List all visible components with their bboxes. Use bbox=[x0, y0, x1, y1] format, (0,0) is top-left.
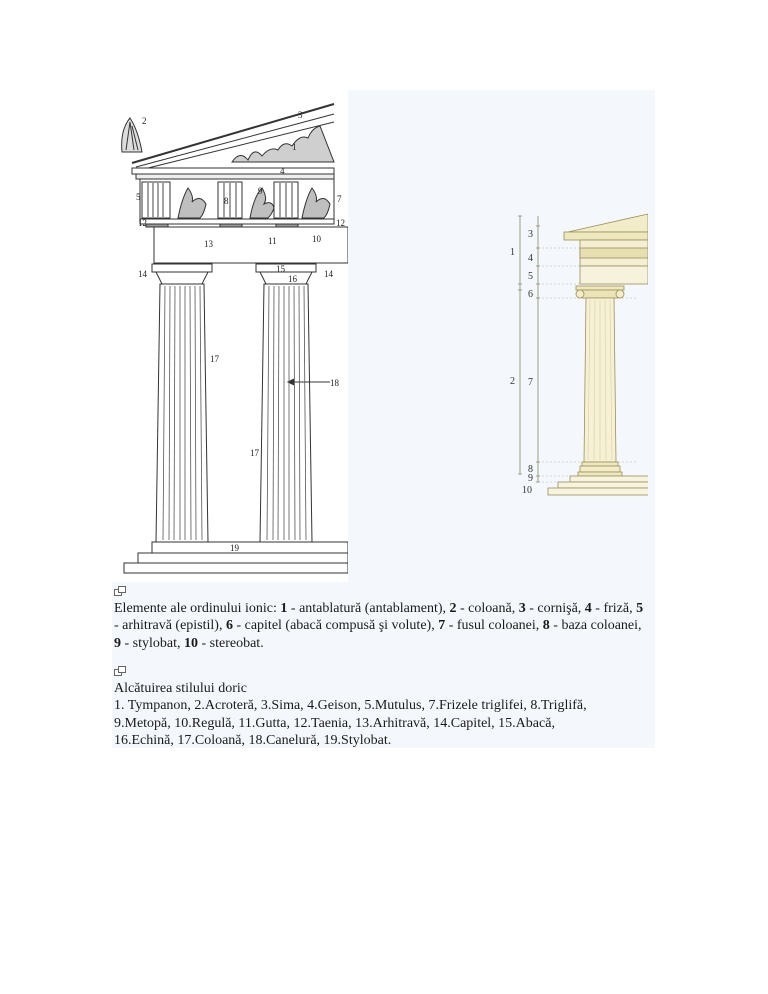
doric-label-7: 7 bbox=[337, 194, 342, 204]
ionic-caption bbox=[114, 600, 644, 652]
doric-label-14-right: 14 bbox=[324, 269, 333, 279]
doric-caption-title: Alcătuirea stilului doric bbox=[114, 681, 247, 696]
doric-order-illustration bbox=[112, 90, 348, 582]
ionic-item-number: 3 bbox=[518, 601, 526, 616]
doric-label-8: 8 bbox=[224, 196, 229, 206]
ionic-item-number: 6 bbox=[225, 618, 233, 634]
doric-label-19: 19 bbox=[230, 543, 239, 553]
ionic-item-number: 7 bbox=[438, 618, 446, 634]
ionic-order-illustration bbox=[498, 210, 648, 502]
doric-label-12-right: 12 bbox=[336, 218, 345, 228]
doric-label-1: 1 bbox=[292, 142, 297, 152]
doric-label-17-b: 17 bbox=[250, 448, 259, 458]
ionic-label-3: 3 bbox=[528, 229, 533, 240]
doric-label-14-left: 14 bbox=[138, 269, 147, 279]
ionic-item-text: - fusul coloanei, bbox=[445, 618, 543, 634]
ionic-item-number: 1 bbox=[280, 601, 288, 616]
doric-label-2: 2 bbox=[142, 116, 147, 126]
doric-label-16: 16 bbox=[288, 274, 297, 284]
ionic-label-1: 1 bbox=[510, 247, 515, 258]
ionic-label-2: 2 bbox=[510, 376, 515, 387]
ionic-item-text: - baza coloanei, bbox=[549, 618, 642, 634]
ionic-caption-intro: Elemente ale ordinului ionic: bbox=[114, 601, 281, 616]
doric-label-12-left: 12 bbox=[138, 218, 147, 228]
doric-caption-line: 1. Tympanon, 2.Acroteră, 3.Sima, 4.Geison, 5.Mutulus, 7.Frizele triglifei, 8.Triglifă, bbox=[114, 698, 587, 714]
ionic-item-text: - friză, bbox=[591, 601, 637, 616]
ionic-label-5: 5 bbox=[528, 271, 533, 282]
doric-label-5: 5 bbox=[136, 192, 141, 202]
ionic-drawing bbox=[498, 210, 648, 502]
ionic-item-text: - cornişă, bbox=[525, 601, 585, 616]
doric-label-18: 18 bbox=[330, 378, 339, 388]
doric-label-11: 11 bbox=[268, 236, 277, 246]
ionic-label-10: 10 bbox=[522, 485, 532, 496]
ionic-item-text: - coloană, bbox=[456, 601, 519, 616]
doric-label-17-a: 17 bbox=[210, 354, 219, 364]
doric-label-15: 15 bbox=[276, 264, 285, 274]
doric-label-3: 3 bbox=[298, 110, 303, 120]
ionic-item-number: 9 bbox=[114, 635, 121, 651]
ionic-label-8: 8 bbox=[528, 464, 533, 475]
doric-label-10: 10 bbox=[312, 234, 321, 244]
caption-expand-icon[interactable] bbox=[114, 586, 126, 596]
ionic-item-number: 2 bbox=[449, 601, 457, 616]
doric-caption bbox=[114, 680, 644, 750]
doric-label-9: 9 bbox=[258, 186, 263, 196]
ionic-item-number: 5 bbox=[636, 601, 644, 616]
ionic-item-number: 8 bbox=[542, 618, 550, 634]
doric-caption-line: 9.Metopă, 10.Regulă, 11.Gutta, 12.Taenia, 13.Arhitravă, 14.Capitel, 15.Abacă, bbox=[114, 715, 555, 731]
ionic-label-4: 4 bbox=[528, 253, 533, 264]
ionic-label-9: 9 bbox=[528, 473, 533, 484]
doric-drawing bbox=[112, 90, 348, 582]
ionic-item-text: - arhitravă (epistil), bbox=[114, 618, 226, 634]
caption-expand-icon[interactable] bbox=[114, 666, 126, 676]
ionic-item-text: - stylobat, bbox=[121, 635, 184, 651]
doric-label-4: 4 bbox=[280, 166, 285, 176]
ionic-label-6: 6 bbox=[528, 289, 533, 300]
ionic-item-number: 4 bbox=[584, 601, 592, 616]
ionic-item-text: - antablatură (antablament), bbox=[287, 601, 450, 616]
ionic-label-7: 7 bbox=[528, 377, 533, 388]
ionic-item-text: - capitel (abacă compusă şi volute), bbox=[232, 618, 439, 634]
doric-caption-line: 16.Echină, 17.Coloană, 18.Canelură, 19.Stylobat. bbox=[114, 733, 392, 749]
ionic-item-text: - stereobat. bbox=[198, 635, 264, 651]
doric-label-13: 13 bbox=[204, 239, 213, 249]
ionic-item-number: 10 bbox=[184, 635, 198, 651]
